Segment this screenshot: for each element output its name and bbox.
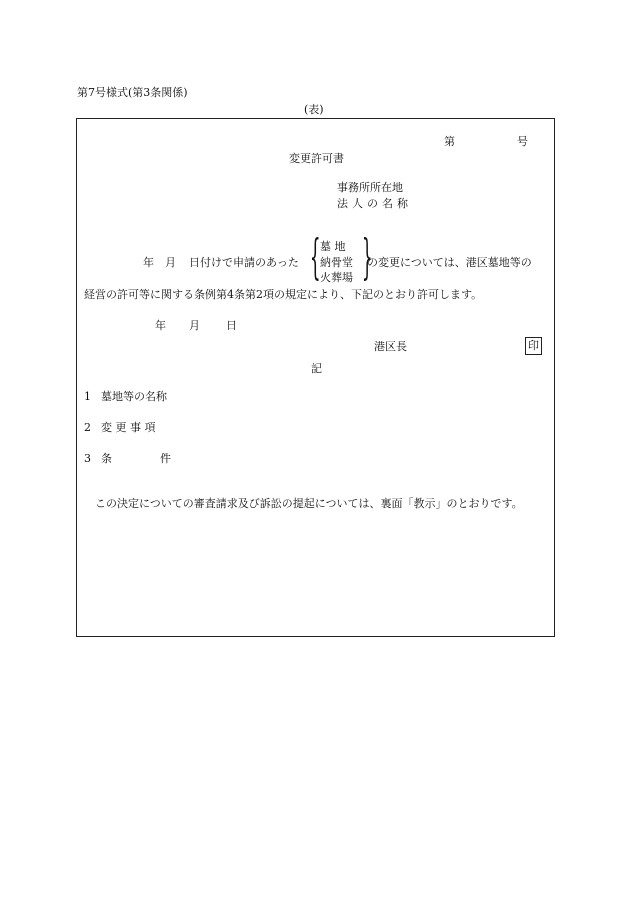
- doc-number-prefix: 第: [444, 135, 455, 148]
- ki-label: 記: [311, 362, 322, 375]
- side-label: (表): [304, 103, 324, 116]
- issue-month: 月: [189, 319, 200, 332]
- facility-option: 納骨堂: [320, 256, 353, 269]
- form-frame: [76, 118, 555, 637]
- body-continuation: の変更については、港区墓地等の: [367, 256, 532, 269]
- item-label: 条: [101, 452, 112, 465]
- item-number: 1: [84, 390, 91, 403]
- brace-left: {: [309, 229, 321, 285]
- item-label: 墓地等の名称: [101, 390, 167, 403]
- facility-option: 火葬場: [320, 271, 353, 284]
- item-label: 変 更 事 項: [101, 421, 156, 434]
- seal-stamp: 印: [525, 337, 542, 355]
- brace-right: }: [361, 229, 373, 285]
- item-number: 2: [84, 421, 91, 434]
- notice-text: この決定についての審査請求及び訴訟の提起については、裏面「教示」のとおりです。: [95, 497, 523, 510]
- page-title: 変更許可書: [289, 152, 344, 165]
- body-year: 年: [143, 256, 154, 269]
- corporate-name-label: 法人の名称: [337, 197, 412, 210]
- issue-day: 日: [226, 319, 237, 332]
- issue-year: 年: [155, 319, 166, 332]
- office-location-label: 事務所所在地: [337, 181, 403, 194]
- body-line-2: 経営の許可等に関する条例第4条第2項の規定により、下記のとおり許可します。: [84, 288, 483, 301]
- issuer-title: 港区長: [374, 340, 407, 353]
- application-text: 日付けで申請のあった: [189, 256, 299, 269]
- doc-number-suffix: 号: [517, 135, 528, 148]
- form-number: 第7号様式(第3条関係): [77, 86, 188, 99]
- facility-option: 墓 地: [320, 240, 346, 253]
- item-label-2: 件: [160, 452, 171, 465]
- body-month: 月: [165, 256, 176, 269]
- item-number: 3: [84, 452, 91, 465]
